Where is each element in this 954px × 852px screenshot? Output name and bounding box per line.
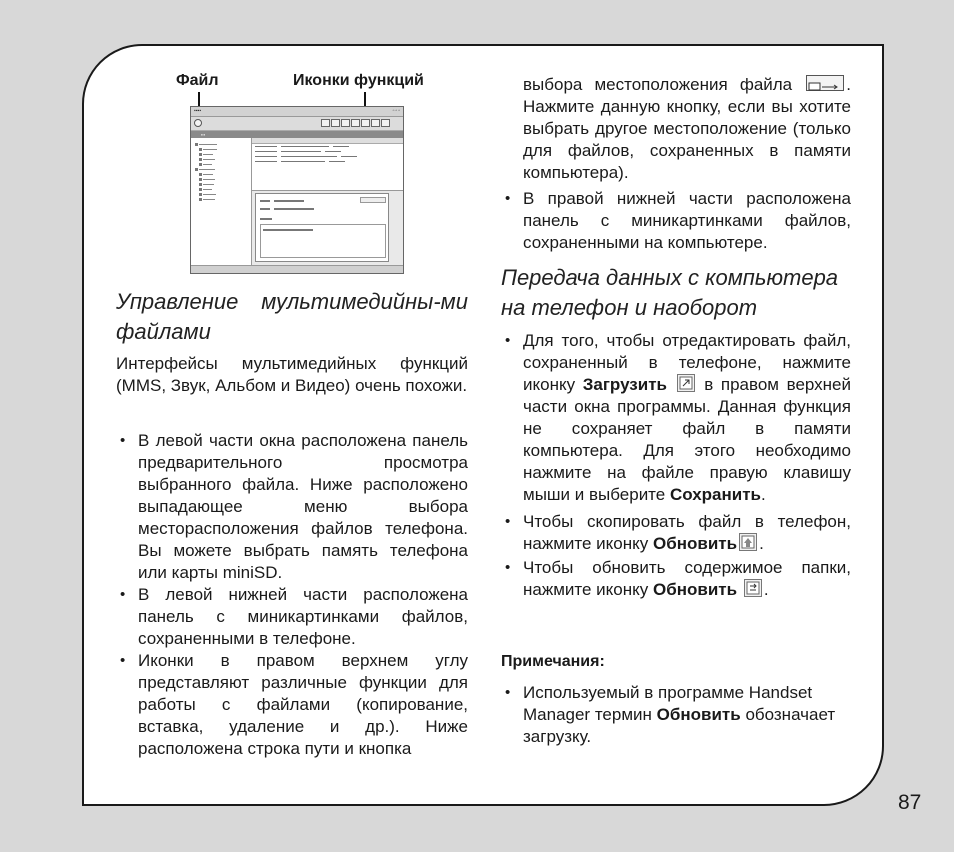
figure-label-file: Файл — [176, 72, 219, 89]
right-bullets-top — [501, 188, 851, 254]
intro-paragraph: Интерфейсы мультимедийных функций (MMS, Звук, Альбом и Видео) очень похожи. — [116, 354, 468, 395]
app-toolbar — [191, 117, 403, 131]
function-icons — [321, 119, 390, 127]
left-bullets — [116, 430, 468, 760]
app-title: ▪▪▪▪ — [194, 108, 202, 114]
list-item: • Используемый в программе Handset Manager термин Обновить обозначает загрузку. — [501, 682, 851, 748]
upload-icon[interactable] — [371, 119, 380, 127]
cut-icon[interactable] — [341, 119, 350, 127]
list-item: • В левой части окна расположена панель предварительного просмотра выбранного файла. Ниже расположено выпадающее меню выбора месторасположения файлов телефона. Вы можете выбрать память телефона или карты miniSD. — [116, 430, 468, 584]
list-item: • Иконки в правом верхнем углу представляют различные функции для работы с файлами (копирование, вставка, удаление и др.). Ниже расположена строка пути и кнопка — [116, 650, 468, 760]
heading-transfer: Передача данных с компьютера на телефон и наоборот — [501, 265, 839, 320]
list-item: • Чтобы обновить содержимое папки, нажмите иконку Обновить . — [501, 557, 851, 601]
app-statusbar — [191, 265, 403, 273]
cont-text-a: выбора местоположения файла — [523, 75, 793, 94]
folder-browse-icon — [806, 75, 844, 91]
refresh-icon[interactable] — [381, 119, 390, 127]
upload-icon — [677, 374, 695, 392]
list-item: • В правой нижней части расположена панель с миникартинками файлов, сохраненными на компьютере. — [501, 188, 851, 254]
refresh-icon — [744, 579, 762, 597]
file-menu-icon[interactable] — [194, 119, 202, 127]
right-bullets-transfer — [501, 330, 851, 601]
rename-icon[interactable] — [361, 119, 370, 127]
app-titlebar — [191, 107, 403, 117]
file-list[interactable] — [252, 138, 403, 191]
paste-icon[interactable] — [331, 119, 340, 127]
download-icon — [739, 533, 757, 551]
continued-paragraph — [523, 74, 851, 184]
list-item: • В левой нижней части расположена панель с миникартинками файлов, сохраненными в телефоне. — [116, 584, 468, 650]
app-section-label: ▪▪▪ — [201, 132, 206, 137]
page-number: 87 — [898, 791, 922, 814]
window-buttons-icon: ▫▫▫ — [392, 108, 401, 114]
folder-tree[interactable] — [191, 138, 252, 266]
list-item: • Для того, чтобы отредактировать файл, сохраненный в телефоне, нажмите иконку Загрузить в правом верхней части окна программы. Данная функция не сохраняет файл в памяти компьютера. Для этого необходимо нажмите на файле правую клавишу мыши и выберите Сохранить. — [501, 330, 851, 506]
app-screenshot — [190, 106, 404, 274]
preview-panel — [255, 193, 389, 262]
cont-text-b: . Нажмите данную кнопку, если вы хотите выбрать другое местоположение (только для файлов, сохраненных в памяти компьютера). — [523, 75, 851, 182]
notes-list — [501, 682, 851, 748]
list-item: • Чтобы скопировать файл в телефон, нажмите иконку Обновить . — [501, 511, 851, 555]
notes-title: Примечания: — [501, 653, 605, 670]
figure-label-icons: Иконки функций — [293, 72, 424, 89]
heading-multimedia: Управление мультимедийны-ми файлами — [116, 289, 468, 344]
delete-icon[interactable] — [351, 119, 360, 127]
copy-icon[interactable] — [321, 119, 330, 127]
